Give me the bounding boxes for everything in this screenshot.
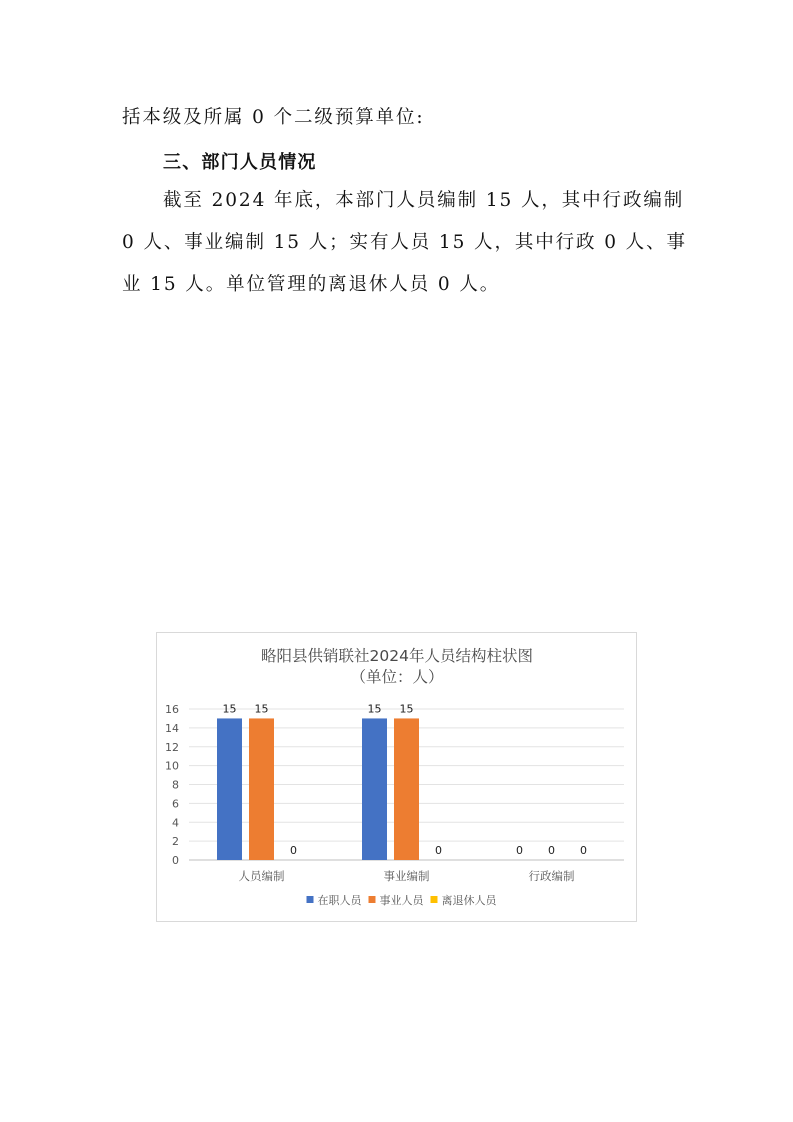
y-tick-label: 6 [172, 797, 179, 811]
bar [362, 718, 387, 860]
y-tick-label: 10 [165, 759, 179, 773]
data-label: 15 [399, 702, 414, 716]
x-category-label: 事业编制 [383, 869, 430, 883]
chart-container [156, 632, 637, 922]
data-label: 15 [222, 702, 237, 716]
legend-swatch [307, 896, 314, 903]
body-line-1: 括本级及所属 0 个二级预算单位: [122, 107, 425, 128]
y-tick-label: 8 [172, 778, 179, 792]
y-axis-ticks [165, 703, 179, 867]
legend-label: 离退休人员 [441, 894, 497, 907]
data-label: 0 [516, 844, 523, 857]
section-heading: 三、部门人员情况 [163, 152, 317, 173]
x-axis-categories [239, 869, 575, 883]
legend [307, 893, 498, 907]
legend-label: 事业人员 [379, 894, 424, 907]
y-tick-label: 14 [165, 721, 179, 735]
chart-title: 略阳县供销联社2024年人员结构柱状图 [261, 647, 533, 665]
y-tick-label: 0 [172, 854, 179, 867]
y-tick-label: 4 [172, 816, 179, 830]
bar [394, 718, 419, 860]
bars [217, 718, 419, 860]
chart-subtitle: （单位：人） [350, 668, 444, 686]
x-category-label: 人员编制 [238, 869, 285, 883]
bar [217, 718, 242, 860]
data-label: 0 [435, 844, 442, 857]
data-label: 15 [367, 702, 382, 716]
body-line-3: 0 人、事业编制 15 人；实有人员 15 人，其中行政 0 人、事 [122, 232, 687, 253]
x-category-label: 行政编制 [528, 869, 575, 883]
legend-swatch [431, 896, 438, 903]
bar [249, 718, 274, 860]
bar-chart [157, 633, 636, 921]
legend-swatch [369, 896, 376, 903]
y-tick-label: 12 [165, 740, 179, 754]
y-tick-label: 16 [165, 703, 179, 716]
legend-label: 在职人员 [317, 894, 362, 907]
y-tick-label: 2 [172, 835, 179, 849]
data-label: 15 [254, 702, 269, 716]
data-label: 0 [548, 844, 555, 857]
body-line-2: 截至 2024 年底，本部门人员编制 15 人，其中行政编制 [163, 190, 685, 211]
data-label: 0 [580, 844, 587, 857]
body-line-4: 业 15 人。单位管理的离退休人员 0 人。 [122, 274, 501, 295]
data-label: 0 [290, 844, 297, 857]
